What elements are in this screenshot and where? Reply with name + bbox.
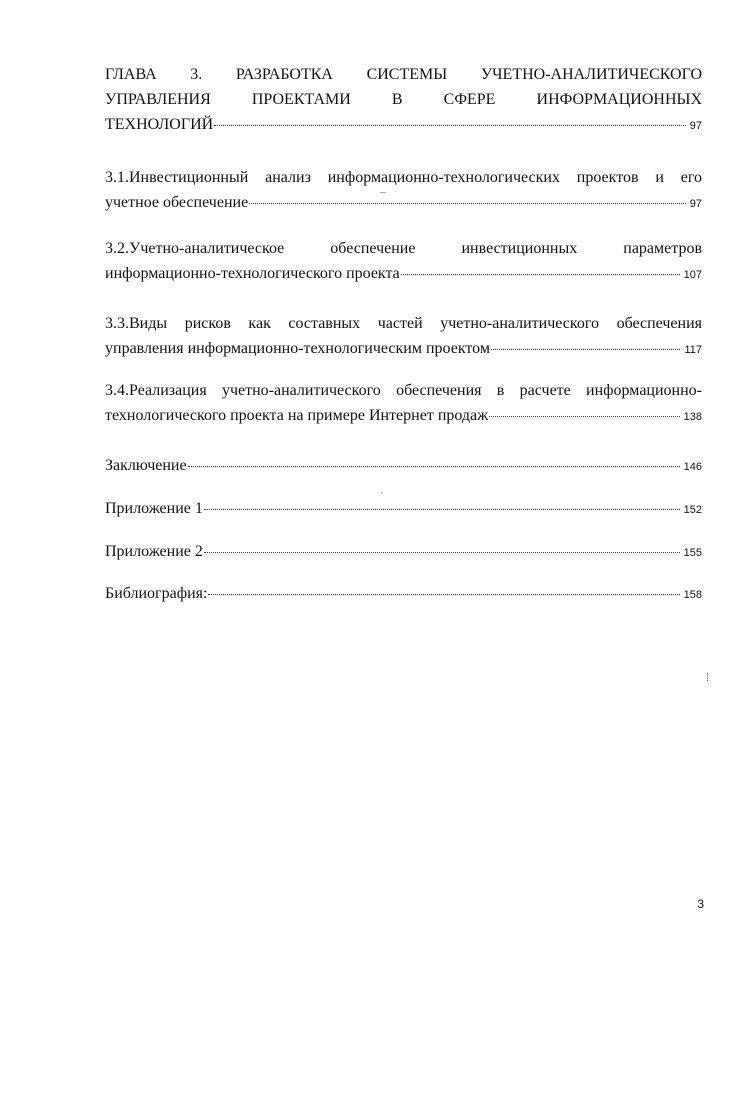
dot-leader xyxy=(204,509,680,510)
toc-entry-last-line xyxy=(105,581,702,606)
scan-speck: ⁞ xyxy=(706,672,710,684)
toc-page-number: 97 xyxy=(689,120,702,132)
page-number: 3 xyxy=(697,897,704,911)
dot-leader xyxy=(204,552,680,553)
toc-chapter-line-2: УПРАВЛЕНИЯ ПРОЕКТАМИ В СФЕРЕ ИНФОРМАЦИОННЫХ xyxy=(105,91,702,108)
toc-entry-3-2 xyxy=(105,236,702,286)
toc-entry-3-3 xyxy=(105,311,702,361)
toc-entry-last-line xyxy=(105,403,702,428)
dot-leader xyxy=(208,594,679,595)
toc-entry-bibliography xyxy=(105,581,702,606)
toc-entry-appendix-2 xyxy=(105,539,702,564)
toc-page-number: 146 xyxy=(683,461,702,473)
toc-entry-conclusion xyxy=(105,453,702,478)
toc-entry-line: 3.3.Виды рисков как составных частей учетно-аналитического обеспечения xyxy=(105,315,702,332)
dot-leader xyxy=(188,466,680,467)
toc-page-number: 97 xyxy=(689,198,702,210)
toc-entry-last-line xyxy=(105,453,702,478)
toc-entry-title-end: управления информационно-технологическим проектом xyxy=(105,340,490,357)
toc-entry-3-1 xyxy=(105,165,702,215)
scan-speck: · xyxy=(380,487,384,499)
toc-entry-last-line xyxy=(105,539,702,564)
toc-entry-title: Приложение 1 xyxy=(105,500,203,517)
toc-chapter-3 xyxy=(105,62,702,137)
toc-entry-last-line xyxy=(105,336,702,361)
toc-entry-title-end: информационно-технологического проекта xyxy=(105,265,400,282)
dot-leader xyxy=(214,125,686,126)
toc-entry-title: Приложение 2 xyxy=(105,543,203,560)
toc-entry-line: 3.4.Реализация учетно-аналитического обеспечения в расчете информационно- xyxy=(105,382,702,399)
toc-page-number: 117 xyxy=(684,344,702,356)
toc-chapter-last-line xyxy=(105,112,702,137)
toc-page-number: 107 xyxy=(683,269,702,281)
toc-entry-title-end: учетное обеспечение xyxy=(105,194,249,211)
scan-speck: ¯ xyxy=(380,192,387,204)
toc-page-number: 155 xyxy=(683,547,702,559)
toc-entry-3-4 xyxy=(105,378,702,428)
toc-entry-last-line xyxy=(105,261,702,286)
toc-entry-last-line xyxy=(105,190,702,215)
toc-chapter-title-end: ТЕХНОЛОГИЙ xyxy=(105,116,214,133)
dot-leader xyxy=(489,416,679,417)
toc-entry-title: Библиография: xyxy=(105,585,208,602)
toc-entry-title-end: технологического проекта на примере Интернет продаж xyxy=(105,407,489,424)
toc-entry-appendix-1 xyxy=(105,496,702,521)
toc-page-number: 138 xyxy=(683,411,702,423)
toc-chapter-line-1: ГЛАВА 3. РАЗРАБОТКА СИСТЕМЫ УЧЕТНО-АНАЛИТИЧЕСКОГО xyxy=(105,66,702,83)
toc-page-number: 158 xyxy=(683,589,702,601)
toc-entry-last-line xyxy=(105,496,702,521)
dot-leader xyxy=(491,349,680,350)
toc-entry-line: 3.1.Инвестиционный анализ информационно-технологических проектов и его xyxy=(105,169,702,186)
toc-entry-title: Заключение xyxy=(105,457,187,474)
toc-entry-line: 3.2.Учетно-аналитическое обеспечение инвестиционных параметров xyxy=(105,240,702,257)
dot-leader xyxy=(401,274,680,275)
dot-leader xyxy=(249,203,686,204)
toc-page-number: 152 xyxy=(683,504,702,516)
